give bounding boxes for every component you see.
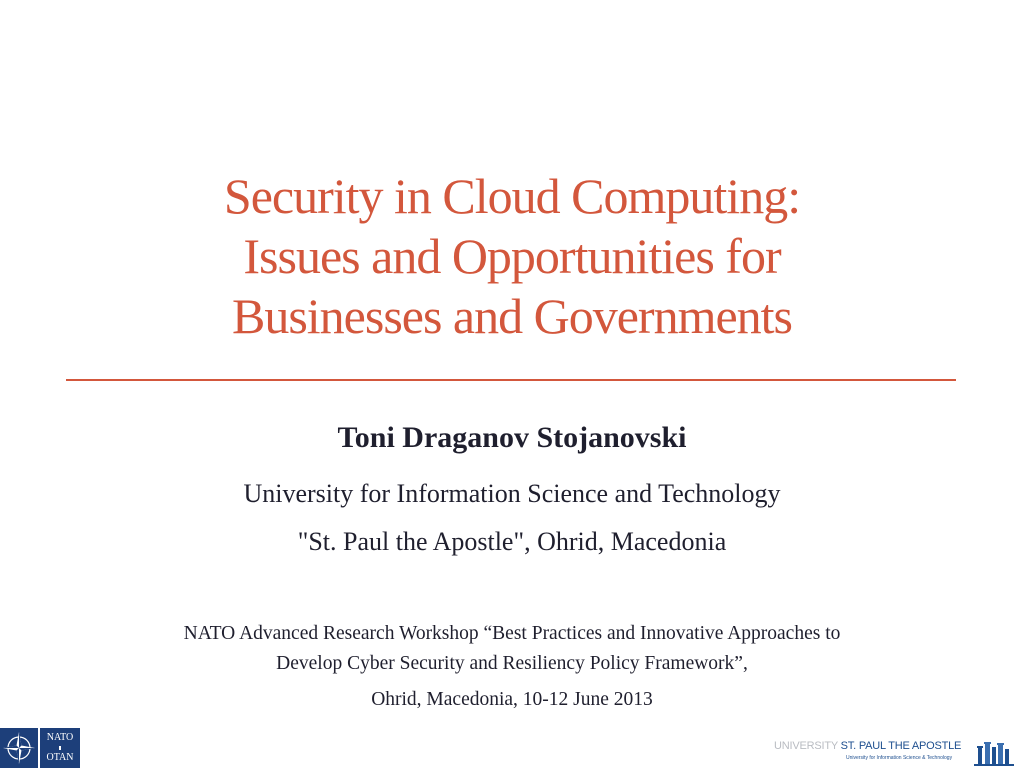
workshop-line: Develop Cyber Security and Resiliency Policy Framework”, bbox=[276, 653, 748, 674]
affiliation-university: University for Information Science and Technology bbox=[243, 479, 781, 508]
title-divider bbox=[66, 379, 956, 381]
university-emblem-icon bbox=[972, 738, 1016, 768]
nato-compass-star-icon bbox=[0, 728, 38, 768]
university-wordmark bbox=[774, 740, 961, 752]
nato-separator bbox=[59, 746, 61, 750]
title-line: Security in Cloud Computing: bbox=[223, 168, 801, 224]
title-line: Businesses and Governments bbox=[231, 288, 793, 344]
workshop-title bbox=[40, 619, 984, 679]
university-name: ST. PAUL THE APOSTLE bbox=[840, 740, 962, 752]
university-prefix: UNIVERSITY bbox=[774, 740, 838, 752]
otan-label: OTAN bbox=[46, 752, 74, 763]
nato-logo bbox=[0, 728, 80, 768]
affiliation-location: "St. Paul the Apostle", Ohrid, Macedonia bbox=[297, 527, 727, 556]
nato-label: NATO bbox=[46, 732, 74, 743]
author-name: Toni Draganov Stojanovski bbox=[337, 421, 687, 454]
title-line: Issues and Opportunities for bbox=[243, 228, 781, 284]
event-location-dates: Ohrid, Macedonia, 10-12 June 2013 bbox=[371, 689, 653, 710]
university-logo bbox=[770, 738, 1020, 768]
nato-wordmark bbox=[40, 728, 80, 768]
workshop-line: NATO Advanced Research Workshop “Best Practices and Innovative Approaches to bbox=[183, 623, 841, 644]
university-tagline: University for Information Science & Technology bbox=[846, 755, 953, 761]
slide-title bbox=[0, 166, 1024, 346]
